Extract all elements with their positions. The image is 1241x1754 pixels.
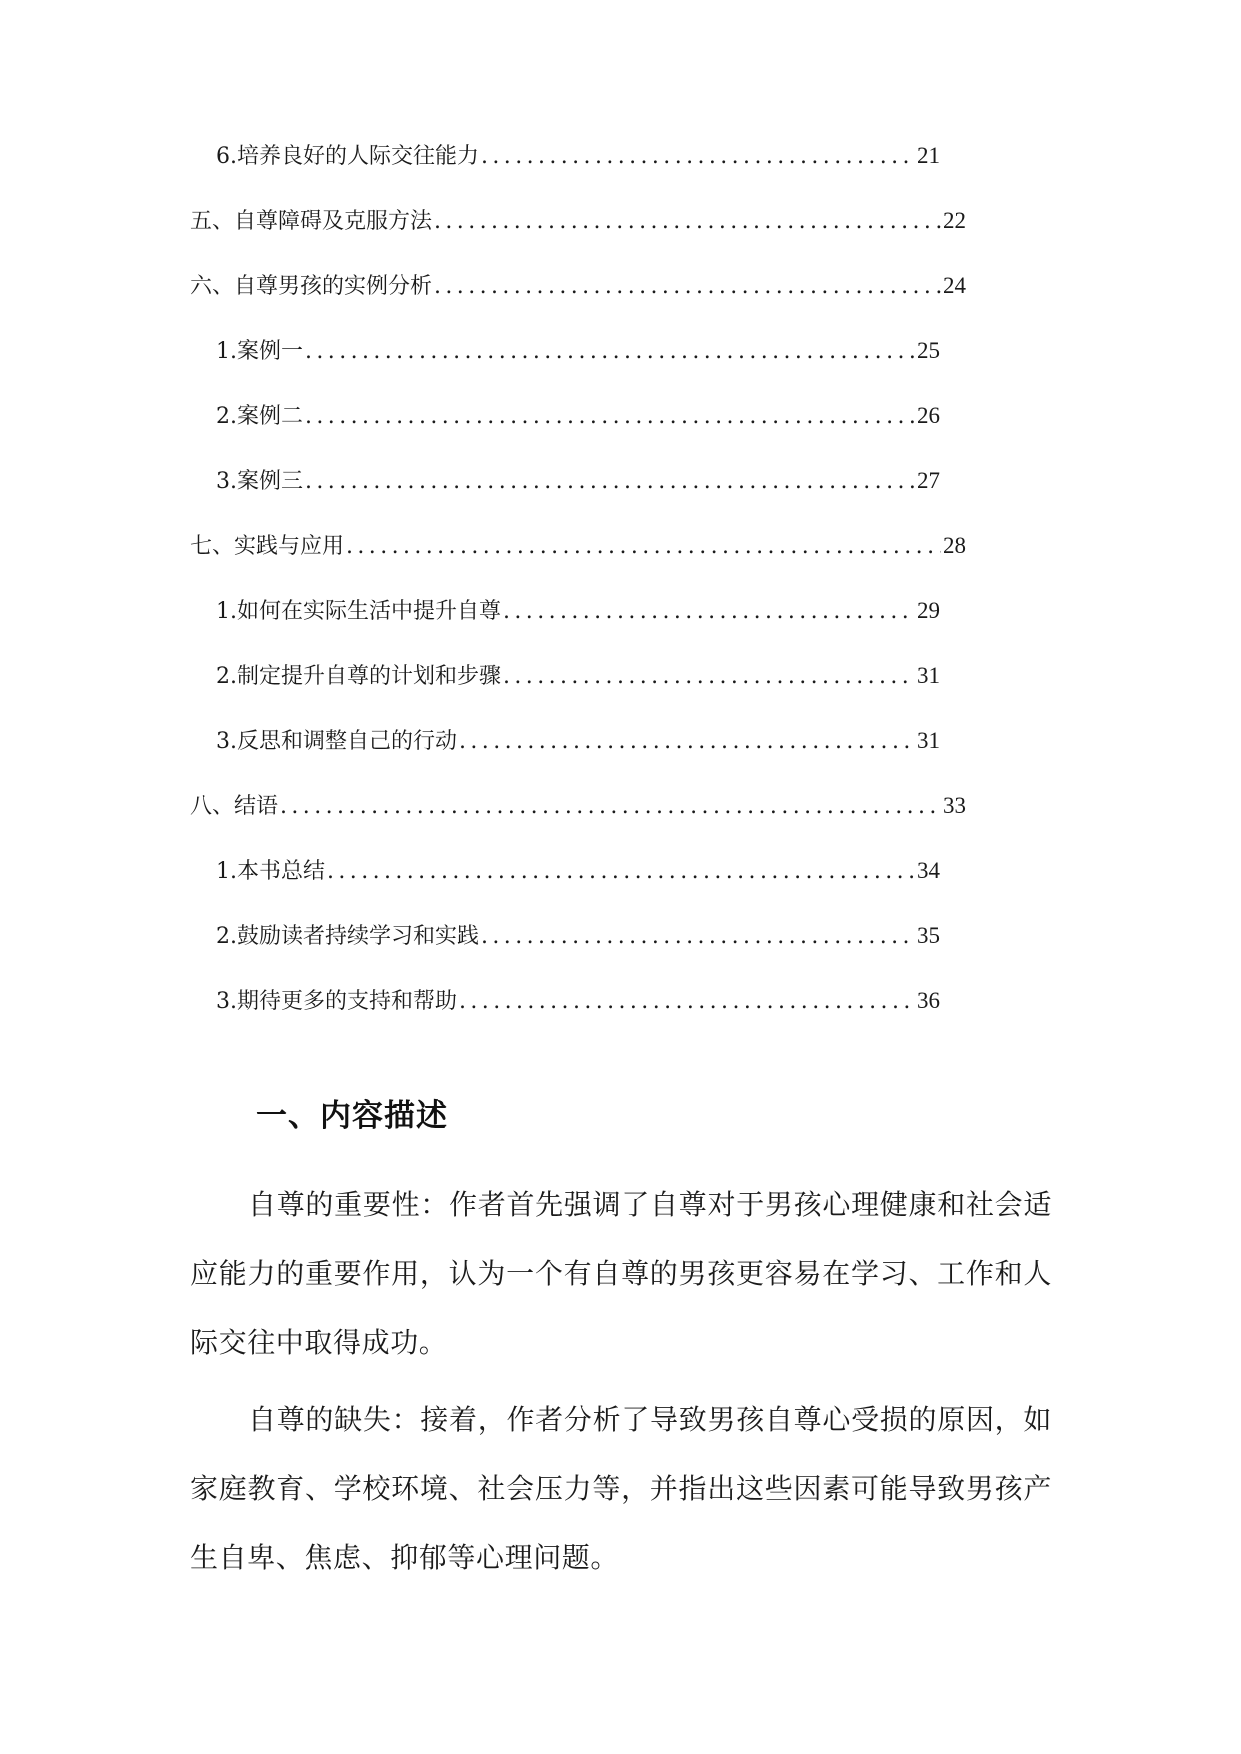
toc-entry-page: 31 <box>917 663 940 688</box>
toc-entry-page: 31 <box>917 728 940 753</box>
toc-dot-leader <box>280 792 941 822</box>
toc-dot-leader <box>503 662 915 692</box>
toc-dot-leader <box>305 337 915 367</box>
toc-entry-page: 21 <box>917 143 940 168</box>
toc-entry-title: 案例一 <box>237 339 304 364</box>
toc-entry[interactable] <box>190 596 966 661</box>
toc-entry[interactable] <box>190 661 966 726</box>
toc-entry-title: 六、自尊男孩的实例分析 <box>190 274 433 299</box>
toc-dot-leader <box>481 922 915 952</box>
toc-entry-number: 2. <box>216 404 237 429</box>
body-paragraph: 自尊的重要性：作者首先强调了自尊对于男孩心理健康和社会适应能力的重要作用，认为一个有自尊的男孩更容易在学习、工作和人际交往中取得成功。 <box>190 1188 1052 1359</box>
toc-entry-title: 反思和调整自己的行动 <box>237 729 458 754</box>
toc-entry-page: 34 <box>917 858 940 883</box>
toc-dot-leader <box>346 532 941 562</box>
toc-entry-number: 1. <box>216 339 237 364</box>
toc-entry-number: 3. <box>216 729 237 754</box>
toc-entry-title: 制定提升自尊的计划和步骤 <box>237 664 502 689</box>
toc-entry[interactable] <box>190 336 966 401</box>
toc-dot-leader <box>459 727 915 757</box>
toc-entry[interactable] <box>190 141 966 206</box>
toc-entry-number: 1. <box>216 599 237 624</box>
toc-entry[interactable] <box>190 921 966 986</box>
toc-dot-leader <box>503 597 915 627</box>
toc-entry-title: 七、实践与应用 <box>190 534 345 559</box>
toc-entry-page: 35 <box>917 923 940 948</box>
toc-dot-leader <box>459 987 915 1017</box>
section-body <box>190 1170 1052 1592</box>
toc-entry-page: 29 <box>917 598 940 623</box>
toc-entry-page: 25 <box>917 338 940 363</box>
toc-entry[interactable] <box>190 531 966 596</box>
toc-entry-title: 案例二 <box>237 404 304 429</box>
toc-entry-number: 2. <box>216 664 237 689</box>
toc-entry-title: 五、自尊障碍及克服方法 <box>190 209 433 234</box>
toc-entry-title: 期待更多的支持和帮助 <box>237 989 458 1014</box>
toc-entry-title: 培养良好的人际交往能力 <box>237 144 480 169</box>
toc-entry[interactable] <box>190 986 966 1051</box>
toc-entry-number: 2. <box>216 924 237 949</box>
body-paragraph: 自尊的缺失：接着，作者分析了导致男孩自尊心受损的原因，如家庭教育、学校环境、社会压力等，并指出这些因素可能导致男孩产生自卑、焦虑、抑郁等心理问题。 <box>190 1403 1052 1574</box>
toc-entry-page: 24 <box>943 273 966 298</box>
toc-entry[interactable] <box>190 856 966 921</box>
toc-entry-number: 3. <box>216 989 237 1014</box>
table-of-contents <box>190 141 966 1051</box>
toc-entry-title: 八、结语 <box>190 794 279 819</box>
toc-dot-leader <box>434 272 941 302</box>
toc-entry[interactable] <box>190 271 966 336</box>
toc-entry-page: 27 <box>917 468 940 493</box>
toc-entry-title: 本书总结 <box>237 859 326 884</box>
toc-dot-leader <box>327 857 915 887</box>
toc-entry[interactable] <box>190 726 966 791</box>
toc-entry-number: 3. <box>216 469 237 494</box>
toc-dot-leader <box>434 207 941 237</box>
section-heading: 一、内容描述 <box>256 1098 448 1134</box>
toc-entry[interactable] <box>190 401 966 466</box>
toc-entry-number: 6. <box>216 144 237 169</box>
toc-entry-number: 1. <box>216 859 237 884</box>
toc-entry[interactable] <box>190 206 966 271</box>
toc-entry-page: 22 <box>943 208 966 233</box>
toc-entry-page: 28 <box>943 533 966 558</box>
toc-entry-title: 案例三 <box>237 469 304 494</box>
toc-entry-title: 鼓励读者持续学习和实践 <box>237 924 480 949</box>
toc-entry-title: 如何在实际生活中提升自尊 <box>237 599 502 624</box>
toc-entry-page: 36 <box>917 988 940 1013</box>
toc-entry-page: 33 <box>943 793 966 818</box>
toc-entry[interactable] <box>190 791 966 856</box>
toc-entry[interactable] <box>190 466 966 531</box>
toc-dot-leader <box>305 402 915 432</box>
toc-entry-page: 26 <box>917 403 940 428</box>
toc-dot-leader <box>481 142 915 172</box>
toc-dot-leader <box>305 467 915 497</box>
